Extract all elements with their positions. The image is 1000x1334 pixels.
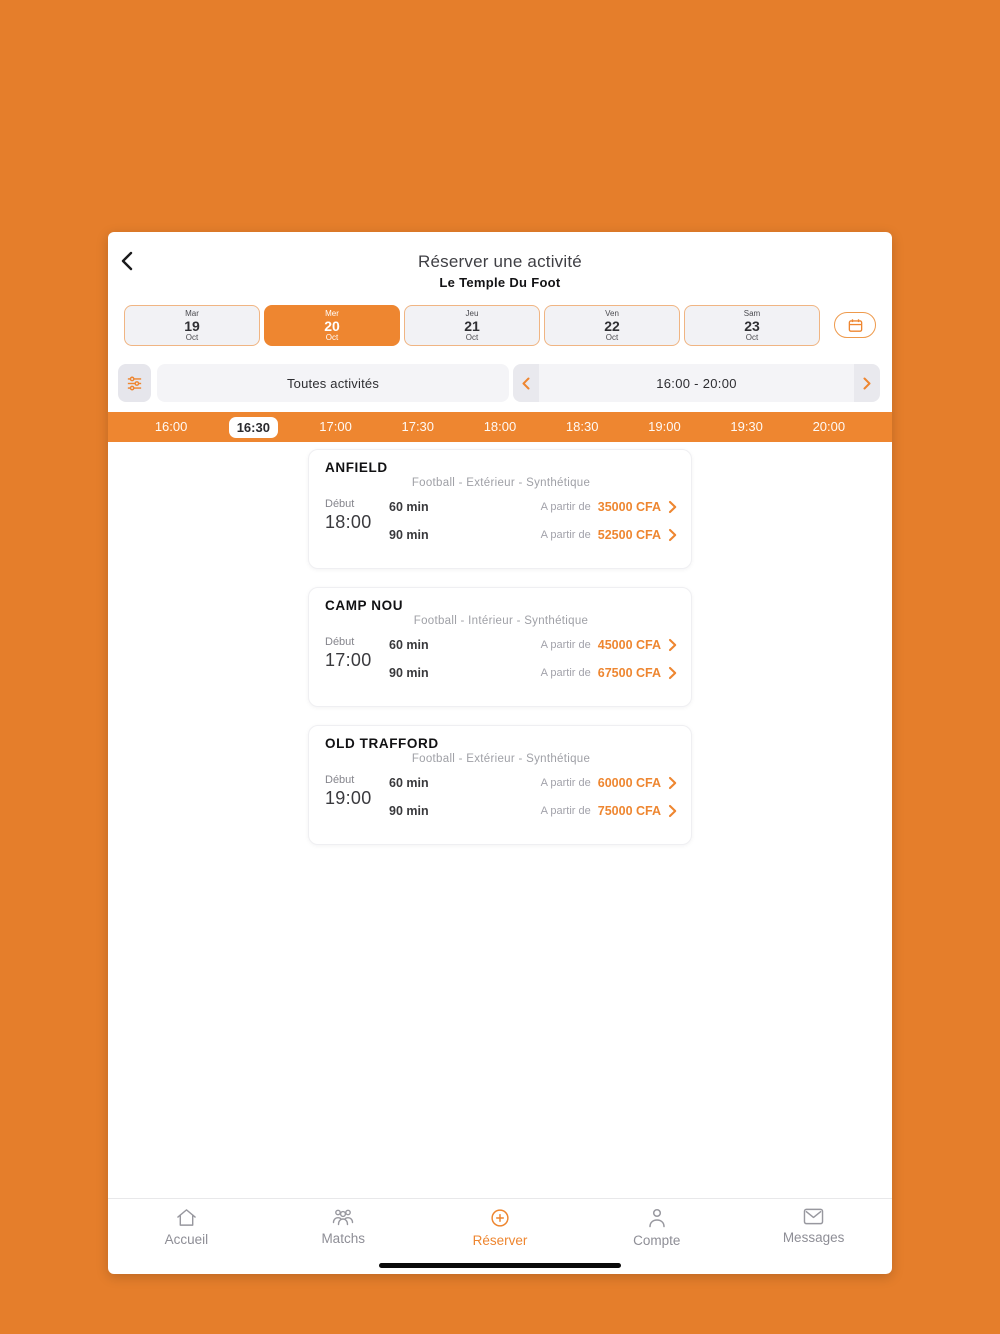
filter-row bbox=[118, 364, 880, 402]
price-value: 67500 CFA bbox=[597, 666, 661, 680]
price-value: 75000 CFA bbox=[597, 804, 661, 818]
date-month: Oct bbox=[745, 332, 759, 342]
booking-screen bbox=[108, 232, 892, 1274]
date-day: 19 bbox=[184, 317, 200, 334]
time-slot-label: 20:00 bbox=[812, 419, 846, 434]
duration-options bbox=[389, 498, 677, 542]
start-label: Début bbox=[325, 636, 355, 648]
venue-list bbox=[308, 449, 692, 845]
duration-option-row[interactable] bbox=[389, 804, 677, 818]
price-prefix: A partir de bbox=[540, 777, 591, 789]
plus-circle-icon bbox=[489, 1207, 511, 1229]
date-pill[interactable] bbox=[264, 305, 400, 346]
price-value: 35000 CFA bbox=[597, 500, 661, 514]
calendar-icon bbox=[847, 317, 864, 334]
duration-option-row[interactable] bbox=[389, 528, 677, 542]
venue-card bbox=[308, 587, 692, 707]
price-value: 45000 CFA bbox=[597, 638, 661, 652]
venue-name: CAMP NOU bbox=[325, 598, 404, 613]
start-label: Début bbox=[325, 498, 355, 510]
date-day: 20 bbox=[324, 317, 340, 334]
person-icon bbox=[647, 1207, 667, 1229]
time-slot[interactable] bbox=[541, 418, 623, 436]
tab-label: Matchs bbox=[321, 1231, 365, 1246]
duration-option-row[interactable] bbox=[389, 666, 677, 680]
venue-name: OLD TRAFFORD bbox=[325, 736, 439, 751]
time-slot-label: 19:30 bbox=[730, 419, 763, 434]
home-indicator[interactable] bbox=[379, 1263, 621, 1268]
date-pill[interactable] bbox=[684, 305, 820, 346]
activity-filter-label: Toutes activités bbox=[286, 375, 380, 391]
duration-options bbox=[389, 774, 677, 818]
chevron-right-icon bbox=[668, 666, 677, 680]
duration-label: 90 min bbox=[389, 666, 429, 680]
sliders-icon bbox=[125, 374, 144, 393]
tab-matchs[interactable] bbox=[265, 1199, 422, 1258]
tab-label: Messages bbox=[782, 1230, 845, 1245]
venue-details: Football - Extérieur - Synthétique bbox=[411, 477, 591, 489]
time-slot[interactable] bbox=[130, 418, 212, 436]
time-slot[interactable] bbox=[294, 418, 376, 436]
time-slot-label: 18:00 bbox=[483, 419, 517, 434]
home-icon bbox=[175, 1207, 198, 1228]
tab-label: Réserver bbox=[472, 1233, 528, 1248]
chevron-left-icon bbox=[522, 377, 530, 390]
price-prefix: A partir de bbox=[540, 639, 591, 651]
time-slot[interactable] bbox=[377, 418, 459, 436]
time-slot-label: 17:00 bbox=[319, 419, 352, 434]
duration-options bbox=[389, 636, 677, 680]
time-slot-label: 17:30 bbox=[401, 419, 435, 434]
tab-label: Accueil bbox=[164, 1232, 209, 1247]
duration-option-row[interactable] bbox=[389, 638, 677, 652]
chevron-right-icon bbox=[668, 804, 677, 818]
start-time: 19:00 bbox=[325, 788, 372, 808]
date-month: Oct bbox=[605, 332, 619, 342]
date-month: Oct bbox=[325, 332, 339, 342]
time-slot-label: 16:00 bbox=[154, 419, 188, 434]
chevron-right-icon bbox=[668, 776, 677, 790]
price-prefix: A partir de bbox=[540, 805, 591, 817]
chevron-right-icon bbox=[668, 638, 677, 652]
duration-option-row[interactable] bbox=[389, 500, 677, 514]
chevron-right-icon bbox=[668, 500, 677, 514]
start-time: 18:00 bbox=[325, 512, 372, 532]
date-pill[interactable] bbox=[124, 305, 260, 346]
date-weekday: Ven bbox=[605, 308, 619, 318]
venue-group-title: Le Temple Du Foot bbox=[439, 275, 561, 290]
time-slot[interactable] bbox=[459, 418, 541, 436]
start-label: Début bbox=[325, 774, 355, 786]
envelope-icon bbox=[802, 1207, 825, 1226]
price-value: 60000 CFA bbox=[597, 776, 661, 790]
start-time-block bbox=[325, 774, 389, 818]
price-prefix: A partir de bbox=[540, 501, 591, 513]
time-slot-label: 19:00 bbox=[648, 419, 681, 434]
time-slot[interactable] bbox=[788, 418, 870, 436]
date-month: Oct bbox=[465, 332, 479, 342]
price-value: 52500 CFA bbox=[597, 528, 661, 542]
time-slot[interactable] bbox=[706, 418, 788, 436]
duration-label: 90 min bbox=[389, 804, 429, 818]
tab-label: Compte bbox=[633, 1233, 681, 1248]
tab-messages[interactable] bbox=[735, 1199, 892, 1258]
start-time-block bbox=[325, 498, 389, 542]
date-pill[interactable] bbox=[544, 305, 680, 346]
time-slot-bar bbox=[108, 412, 892, 442]
page-title: Réserver une activité bbox=[418, 252, 582, 271]
time-slot[interactable] bbox=[623, 418, 705, 436]
date-picker bbox=[124, 304, 876, 346]
time-range-prev-button[interactable] bbox=[513, 364, 539, 402]
venue-name: ANFIELD bbox=[325, 460, 388, 475]
date-weekday: Mar bbox=[185, 308, 199, 318]
date-weekday: Jeu bbox=[465, 308, 479, 318]
time-slot-label: 16:30 bbox=[229, 417, 278, 438]
people-icon bbox=[330, 1207, 356, 1227]
chevron-right-icon bbox=[863, 377, 871, 390]
duration-label: 60 min bbox=[389, 500, 429, 514]
duration-label: 60 min bbox=[389, 776, 429, 790]
venue-details: Football - Extérieur - Synthétique bbox=[411, 753, 591, 765]
tab-reserver[interactable] bbox=[422, 1199, 579, 1258]
date-weekday: Sam bbox=[743, 308, 761, 318]
date-day: 23 bbox=[744, 317, 760, 334]
venue-card bbox=[308, 449, 692, 569]
venue-details: Football - Intérieur - Synthétique bbox=[413, 615, 589, 627]
time-range-next-button[interactable] bbox=[854, 364, 880, 402]
tab-compte[interactable] bbox=[578, 1199, 735, 1258]
venue-card bbox=[308, 725, 692, 845]
start-time: 17:00 bbox=[325, 650, 372, 670]
bottom-tab-bar bbox=[108, 1198, 892, 1258]
date-month: Oct bbox=[185, 332, 199, 342]
open-calendar-button[interactable] bbox=[834, 312, 876, 338]
time-slot-label: 18:30 bbox=[565, 419, 599, 434]
price-prefix: A partir de bbox=[540, 529, 591, 541]
time-range-selector bbox=[513, 364, 880, 402]
date-weekday: Mer bbox=[325, 308, 339, 318]
duration-label: 90 min bbox=[389, 528, 429, 542]
duration-option-row[interactable] bbox=[389, 776, 677, 790]
date-day: 22 bbox=[604, 317, 620, 334]
date-pill[interactable] bbox=[404, 305, 540, 346]
time-slot[interactable] bbox=[212, 417, 294, 438]
duration-label: 60 min bbox=[389, 638, 429, 652]
time-range-value-area bbox=[539, 364, 854, 402]
chevron-right-icon bbox=[668, 528, 677, 542]
date-day: 21 bbox=[464, 317, 480, 334]
activity-filter[interactable] bbox=[157, 364, 509, 402]
time-range-value: 16:00 - 20:00 bbox=[656, 375, 737, 391]
start-time-block bbox=[325, 636, 389, 680]
price-prefix: A partir de bbox=[540, 667, 591, 679]
filters-button[interactable] bbox=[118, 364, 151, 402]
tab-accueil[interactable] bbox=[108, 1199, 265, 1258]
